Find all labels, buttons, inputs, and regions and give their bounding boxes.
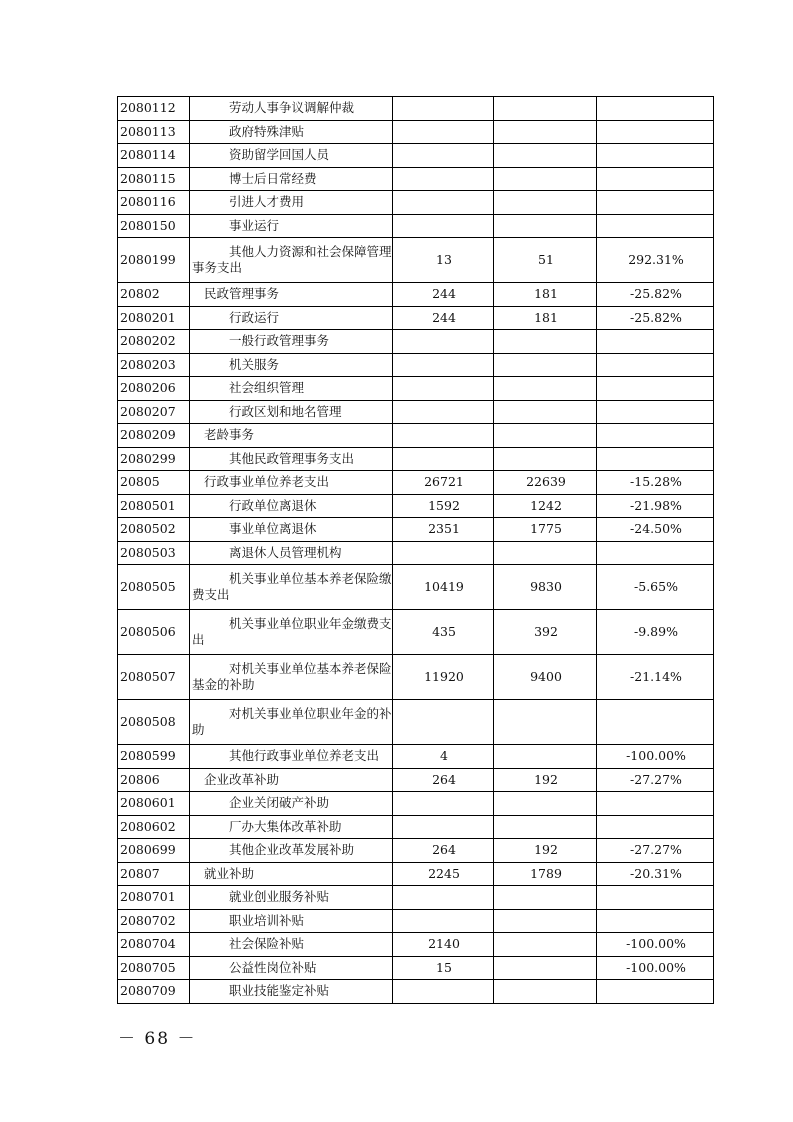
prior-year-value-cell [393,400,494,424]
subject-code-cell: 2080701 [118,886,190,910]
subject-name-cell [190,97,393,121]
change-percent-cell: -27.27% [597,839,714,863]
prior-year-value-cell [393,377,494,401]
subject-name-cell [190,862,393,886]
subject-code-cell: 20802 [118,283,190,307]
budget-value-cell [494,933,597,957]
subject-code-cell: 2080201 [118,306,190,330]
table-row [118,97,714,121]
prior-year-value-cell [393,330,494,354]
prior-year-value-cell [393,792,494,816]
table-row [118,745,714,769]
table-row [118,400,714,424]
subject-name-cell [190,447,393,471]
subject-code-cell: 2080699 [118,839,190,863]
prior-year-value-cell [393,144,494,168]
prior-year-value-cell: 4 [393,745,494,769]
table-row [118,283,714,307]
budget-value-cell [494,144,597,168]
budget-value-cell [494,167,597,191]
budget-value-cell [494,214,597,238]
change-percent-cell: -21.14% [597,655,714,700]
subject-name-text: 引进人才费用 [229,194,305,210]
table-row [118,768,714,792]
change-percent-cell [597,447,714,471]
subject-code-cell: 2080116 [118,191,190,215]
subject-name-cell [190,167,393,191]
table-row [118,862,714,886]
subject-name-cell [190,120,393,144]
table-row [118,353,714,377]
change-percent-cell: -9.89% [597,610,714,655]
subject-name-text: 企业改革补助 [204,771,280,787]
subject-name-text: 事业单位离退休 [229,521,317,537]
subject-name-cell [190,424,393,448]
subject-code-cell: 2080602 [118,815,190,839]
subject-code-cell: 2080599 [118,745,190,769]
table-row [118,933,714,957]
budget-value-cell: 392 [494,610,597,655]
subject-name-cell [190,214,393,238]
prior-year-value-cell: 435 [393,610,494,655]
prior-year-value-cell [393,191,494,215]
subject-name-text: 离退休人员管理机构 [229,544,342,560]
subject-name-text: 其他行政事业单位养老支出 [229,748,380,764]
subject-code-cell: 2080299 [118,447,190,471]
prior-year-value-cell [393,980,494,1004]
subject-code-cell: 2080503 [118,541,190,565]
subject-name-cell [190,518,393,542]
subject-name-text: 民政管理事务 [204,286,280,302]
change-percent-cell: -100.00% [597,933,714,957]
subject-name-text: 对机关事业单位职业年金的补助 [192,706,392,737]
prior-year-value-cell [393,167,494,191]
table-row [118,655,714,700]
subject-code-cell: 2080705 [118,956,190,980]
subject-code-cell: 2080206 [118,377,190,401]
change-percent-cell [597,792,714,816]
subject-name-cell [190,400,393,424]
budget-value-cell: 1242 [494,494,597,518]
subject-code-cell: 2080506 [118,610,190,655]
change-percent-cell [597,377,714,401]
change-percent-cell: -24.50% [597,518,714,542]
subject-code-cell: 20805 [118,471,190,495]
subject-name-cell [190,353,393,377]
subject-name-cell [190,909,393,933]
subject-name-text: 老龄事务 [204,427,255,443]
change-percent-cell: -100.00% [597,956,714,980]
prior-year-value-cell: 244 [393,283,494,307]
subject-name-cell [190,306,393,330]
change-percent-cell [597,400,714,424]
subject-name-text: 其他人力资源和社会保障管理事务支出 [192,244,392,275]
budget-value-cell: 22639 [494,471,597,495]
table-row [118,518,714,542]
subject-name-cell [190,471,393,495]
budget-value-cell [494,377,597,401]
subject-name-cell [190,191,393,215]
prior-year-value-cell: 2140 [393,933,494,957]
subject-code-cell: 2080114 [118,144,190,168]
subject-name-text: 社会保险补贴 [229,936,305,952]
subject-name-text: 机关服务 [229,356,280,372]
table-row [118,191,714,215]
change-percent-cell: -25.82% [597,283,714,307]
prior-year-value-cell: 2351 [393,518,494,542]
subject-name-text: 政府特殊津贴 [229,123,305,139]
prior-year-value-cell [393,214,494,238]
subject-name-text: 行政区划和地名管理 [229,403,342,419]
subject-code-cell: 2080502 [118,518,190,542]
budget-value-cell: 192 [494,839,597,863]
subject-name-text: 一般行政管理事务 [229,333,330,349]
subject-name-text: 职业培训补贴 [229,912,305,928]
subject-code-cell: 2080199 [118,238,190,283]
subject-name-text: 其他民政管理事务支出 [229,450,355,466]
change-percent-cell [597,120,714,144]
subject-name-cell [190,792,393,816]
prior-year-value-cell: 244 [393,306,494,330]
change-percent-cell [597,909,714,933]
table-row [118,214,714,238]
subject-name-text: 行政运行 [229,309,280,325]
prior-year-value-cell: 15 [393,956,494,980]
subject-name-text: 就业创业服务补贴 [229,889,330,905]
budget-value-cell [494,956,597,980]
prior-year-value-cell: 11920 [393,655,494,700]
subject-name-cell [190,886,393,910]
change-percent-cell [597,191,714,215]
prior-year-value-cell: 264 [393,768,494,792]
budget-value-cell: 51 [494,238,597,283]
subject-name-cell [190,700,393,745]
prior-year-value-cell: 1592 [393,494,494,518]
table-row [118,815,714,839]
subject-name-text: 机关事业单位职业年金缴费支出 [192,616,392,647]
prior-year-value-cell: 10419 [393,565,494,610]
subject-code-cell: 2080505 [118,565,190,610]
change-percent-cell: -25.82% [597,306,714,330]
table-row [118,610,714,655]
subject-code-cell: 2080507 [118,655,190,700]
subject-name-text: 企业关闭破产补助 [229,795,330,811]
subject-name-text: 行政单位离退休 [229,497,317,513]
prior-year-value-cell: 26721 [393,471,494,495]
subject-code-cell: 20806 [118,768,190,792]
budget-value-cell: 181 [494,283,597,307]
subject-name-text: 劳动人事争议调解仲裁 [229,100,355,116]
table-row [118,120,714,144]
subject-code-cell: 2080150 [118,214,190,238]
table-row [118,306,714,330]
budget-value-cell [494,792,597,816]
budget-value-cell [494,97,597,121]
subject-code-cell: 2080702 [118,909,190,933]
change-percent-cell [597,424,714,448]
subject-code-cell: 2080709 [118,980,190,1004]
subject-code-cell: 2080112 [118,97,190,121]
table-row [118,144,714,168]
prior-year-value-cell: 13 [393,238,494,283]
change-percent-cell [597,97,714,121]
subject-code-cell: 2080115 [118,167,190,191]
table-row [118,167,714,191]
subject-code-cell: 2080202 [118,330,190,354]
budget-value-cell [494,700,597,745]
budget-value-cell [494,400,597,424]
subject-name-cell [190,494,393,518]
subject-name-cell [190,980,393,1004]
subject-code-cell: 2080501 [118,494,190,518]
subject-name-text: 公益性岗位补贴 [229,959,317,975]
budget-value-cell [494,980,597,1004]
prior-year-value-cell: 264 [393,839,494,863]
change-percent-cell [597,980,714,1004]
table-row [118,792,714,816]
table-row [118,494,714,518]
subject-name-cell [190,283,393,307]
subject-name-text: 行政事业单位养老支出 [204,474,330,490]
subject-name-cell [190,839,393,863]
subject-name-text: 机关事业单位基本养老保险缴费支出 [192,571,392,602]
change-percent-cell: 292.31% [597,238,714,283]
change-percent-cell [597,167,714,191]
prior-year-value-cell [393,541,494,565]
subject-name-cell [190,541,393,565]
subject-name-cell [190,655,393,700]
change-percent-cell [597,144,714,168]
subject-name-cell [190,610,393,655]
page-number: － 68 － [118,1029,197,1049]
subject-name-text: 资助留学回国人员 [229,147,330,163]
table-row [118,330,714,354]
subject-name-cell [190,933,393,957]
subject-code-cell: 2080207 [118,400,190,424]
table-row [118,886,714,910]
prior-year-value-cell: 2245 [393,862,494,886]
subject-name-cell [190,238,393,283]
subject-name-text: 其他企业改革发展补助 [229,842,355,858]
subject-code-cell: 2080209 [118,424,190,448]
change-percent-cell [597,815,714,839]
budget-value-cell [494,909,597,933]
subject-name-cell [190,745,393,769]
prior-year-value-cell [393,447,494,471]
budget-value-cell: 1775 [494,518,597,542]
subject-name-text: 事业运行 [229,217,280,233]
budget-value-cell: 192 [494,768,597,792]
subject-name-text: 博士后日常经费 [229,170,317,186]
budget-value-cell [494,191,597,215]
subject-name-text: 就业补助 [204,865,255,881]
table-row [118,541,714,565]
budget-value-cell: 9400 [494,655,597,700]
prior-year-value-cell [393,886,494,910]
budget-value-cell: 181 [494,306,597,330]
subject-name-cell [190,768,393,792]
subject-code-cell: 20807 [118,862,190,886]
change-percent-cell: -5.65% [597,565,714,610]
subject-code-cell: 2080601 [118,792,190,816]
table-row [118,700,714,745]
change-percent-cell: -27.27% [597,768,714,792]
prior-year-value-cell [393,815,494,839]
subject-name-cell [190,565,393,610]
subject-name-text: 社会组织管理 [229,380,305,396]
budget-value-cell [494,815,597,839]
budget-value-cell [494,424,597,448]
prior-year-value-cell [393,700,494,745]
subject-code-cell: 2080203 [118,353,190,377]
table-row [118,471,714,495]
table-row [118,424,714,448]
prior-year-value-cell [393,353,494,377]
subject-name-text: 职业技能鉴定补贴 [229,983,330,999]
table-row [118,839,714,863]
change-percent-cell: -15.28% [597,471,714,495]
budget-value-cell [494,886,597,910]
subject-name-cell [190,956,393,980]
change-percent-cell [597,353,714,377]
change-percent-cell: -21.98% [597,494,714,518]
subject-name-text: 厂办大集体改革补助 [229,818,342,834]
budget-value-cell [494,745,597,769]
table-row [118,909,714,933]
budget-value-cell: 9830 [494,565,597,610]
table-row [118,447,714,471]
budget-table [117,96,714,1004]
table-row [118,377,714,401]
change-percent-cell [597,214,714,238]
budget-value-cell [494,541,597,565]
change-percent-cell [597,330,714,354]
change-percent-cell [597,886,714,910]
subject-code-cell: 2080113 [118,120,190,144]
subject-name-cell [190,330,393,354]
budget-value-cell [494,120,597,144]
budget-value-cell [494,447,597,471]
subject-name-cell [190,815,393,839]
prior-year-value-cell [393,120,494,144]
budget-value-cell: 1789 [494,862,597,886]
prior-year-value-cell [393,909,494,933]
prior-year-value-cell [393,97,494,121]
budget-value-cell [494,353,597,377]
prior-year-value-cell [393,424,494,448]
table-row [118,980,714,1004]
subject-code-cell: 2080508 [118,700,190,745]
change-percent-cell: -20.31% [597,862,714,886]
change-percent-cell [597,541,714,565]
subject-code-cell: 2080704 [118,933,190,957]
table-row [118,238,714,283]
subject-name-cell [190,377,393,401]
change-percent-cell [597,700,714,745]
subject-name-text: 对机关事业单位基本养老保险基金的补助 [192,661,392,692]
budget-table-body [118,97,714,1004]
change-percent-cell: -100.00% [597,745,714,769]
subject-name-cell [190,144,393,168]
table-row [118,565,714,610]
table-row [118,956,714,980]
budget-value-cell [494,330,597,354]
